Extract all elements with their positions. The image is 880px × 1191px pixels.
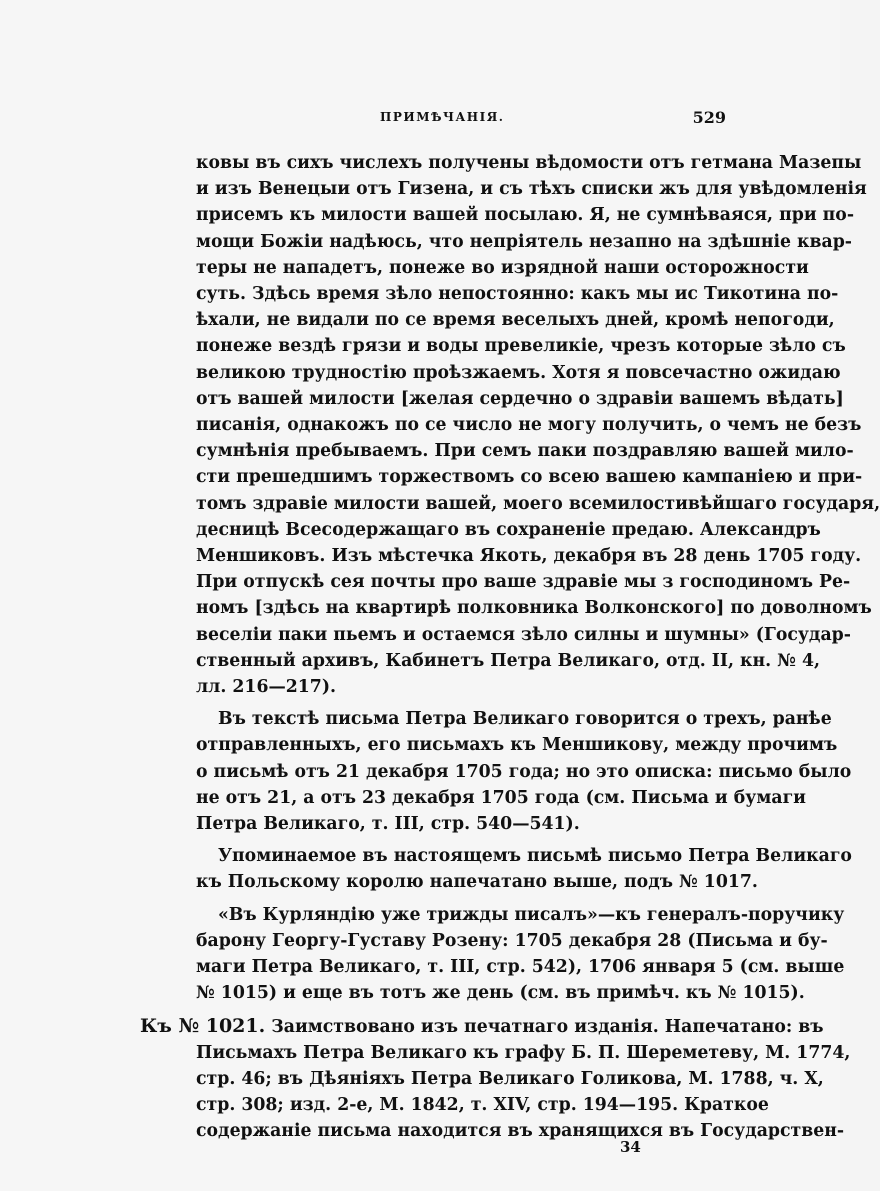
text-line: великою трудностію проѣзжаемъ. Хотя я повсечастно ожидаю: [196, 362, 841, 383]
text-line: писанія, однакожъ по се число не могу получить, о чемъ не безъ: [196, 415, 862, 436]
body-text: [140, 150, 880, 1145]
text-line: о письмѣ отъ 21 декабря 1705 года; но это описка: письмо было: [196, 761, 852, 782]
text-line: не отъ 21, а отъ 23 декабря 1705 года (см. Письма и бумаги: [196, 787, 806, 808]
entry-label: Къ № 1021.: [140, 1014, 266, 1037]
text-line: отправленныхъ, его письмахъ къ Меншикову, между прочимъ: [196, 735, 838, 756]
text-line: стр. 308; изд. 2-е, М. 1842, т. XIV, стр. 194—195. Краткое: [196, 1095, 769, 1116]
text-line: десницѣ Всесодержащаго въ сохраненіе предаю. Александръ: [196, 519, 821, 540]
text-line: веселіи паки пьемъ и остаемся зѣло силны и шумны» (Государ-: [196, 624, 851, 645]
text-line: Меншиковъ. Изъ мѣстечка Якоть, декабря въ 28 день 1705 году.: [196, 546, 862, 567]
text-line: отъ вашей милости [желая сердечно о здравіи вашемъ вѣдать]: [196, 388, 844, 409]
text-line: номъ [здѣсь на квартирѣ полковника Волконского] по доволномъ: [196, 598, 872, 619]
text-line: сумнѣнія пребываемъ. При семъ паки поздравляю вашей мило-: [196, 441, 854, 462]
entry-first-text: Заимствовано изъ печатнаго изданія. Напечатано: въ: [271, 1016, 824, 1037]
header-title: ПРИМѢЧАНІЯ.: [380, 110, 505, 124]
text-line: Упоминаемое въ настоящемъ письмѣ письмо Петра Великаго: [218, 846, 852, 867]
text-line: Письмахъ Петра Великаго къ графу Б. П. Шереметеву, М. 1774,: [196, 1042, 851, 1063]
text-line: теры не нападетъ, понеже во изрядной наши осторожности: [196, 257, 809, 278]
running-header: [196, 110, 726, 130]
text-line: присемъ къ милости вашей посылаю. Я, не сумнѣваяся, при по-: [196, 205, 855, 226]
text-line: ѣхали, не видали по се время веселыхъ дней, кромѣ непогоди,: [196, 310, 835, 331]
text-line: № 1015) и еще въ тотъ же день (см. въ примѣч. къ № 1015).: [196, 983, 805, 1004]
text-line: мощи Божіи надѣюсь, что непріятель незапно на здѣшніе квар-: [196, 231, 852, 252]
text-line: стр. 46; въ Дѣяніяхъ Петра Великаго Голикова, М. 1788, ч. X,: [196, 1068, 824, 1089]
text-line: «Въ Курляндію уже трижды писалъ»—къ генералъ-поручику: [218, 904, 845, 925]
text-line: содержаніе письма находится въ хранящихся въ Государствен-: [196, 1121, 845, 1142]
text-line: ственный архивъ, Кабинетъ Петра Великаго, отд. II, кн. № 4,: [196, 650, 821, 671]
entry-first-line: [140, 1013, 824, 1040]
signature-mark: 34: [620, 1138, 641, 1156]
page-number: 529: [692, 108, 726, 127]
text-line: суть. Здѣсь время зѣло непостоянно: какъ мы ис Тикотина по-: [196, 284, 839, 305]
text-line: сти прешедшимъ торжествомъ со всею вашею кампаніею и при-: [196, 467, 863, 488]
text-line: и изъ Венецыи отъ Гизена, и съ тѣхъ списки жъ для увѣдомленія: [196, 179, 867, 200]
text-line: Петра Великаго, т. III, стр. 540—541).: [196, 814, 580, 835]
text-line: При отпускѣ сея почты про ваше здравіе мы з господиномъ Ре-: [196, 572, 851, 593]
text-line: ковы въ сихъ числехъ получены вѣдомости отъ гетмана Мазепы: [196, 153, 862, 173]
text-line: лл. 216—217).: [196, 677, 337, 698]
text-line: томъ здравіе милости вашей, моего всемилостивѣйшаго государя,: [196, 493, 880, 514]
text-line: понеже вездѣ грязи и воды превеликіе, чрезъ которые зѣло съ: [196, 336, 846, 357]
text-line: барону Георгу-Густаву Розену: 1705 декабря 28 (Письма и бу-: [196, 930, 828, 951]
text-line: Въ текстѣ письма Петра Великаго говорится о трехъ, ранѣе: [218, 709, 832, 730]
text-line: маги Петра Великаго, т. III, стр. 542), 1706 января 5 (см. выше: [196, 957, 845, 978]
text-line: къ Польскому королю напечатано выше, подъ № 1017.: [196, 872, 758, 893]
